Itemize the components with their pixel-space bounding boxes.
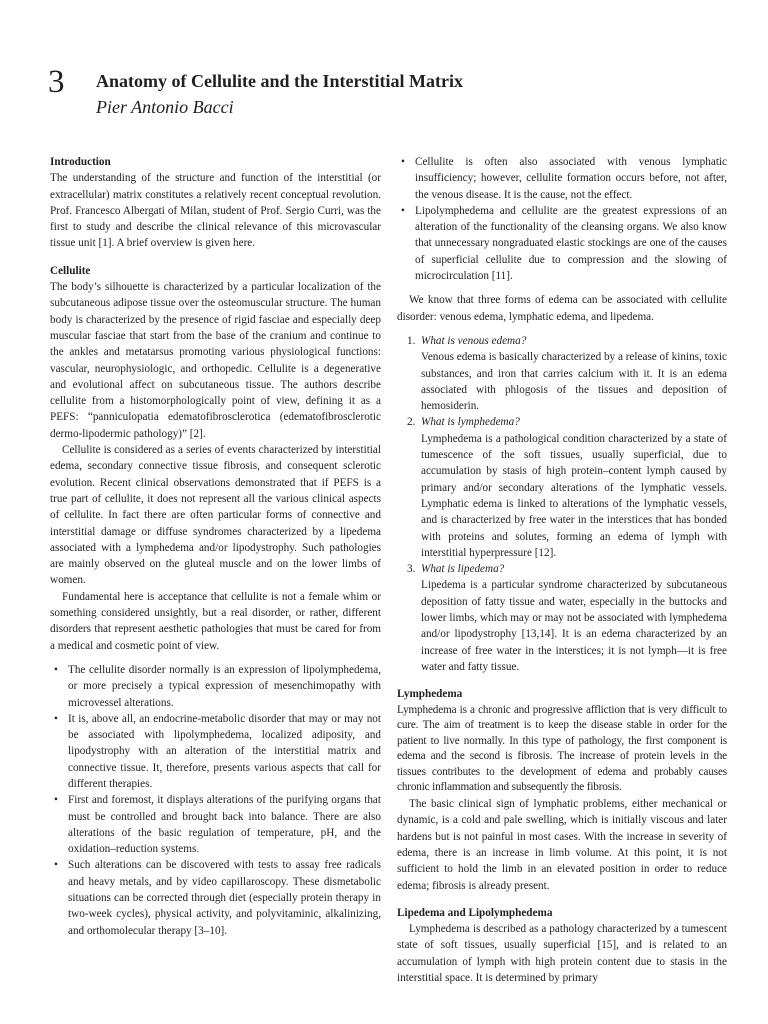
- item-answer: Lipedema is a particular syndrome characterized by subcutaneous deposition of fatty tissue and water, especially in the buttocks and lower limbs, which may or may not be associated with lymphedema and/or lipodystrophy [13,14]. It is an edema characterized by an increase of free water in the interstices; it is not lymph—it is free water and fatty tissue.: [421, 579, 727, 673]
- cellulite-paragraph-3: Fundamental here is acceptance that cellulite is not a female whim or something considered unsightly, but a real disorder, or rather, different disorders that represent aesthetic pathologies that must be cared for from a medical and cosmetic point of view.: [50, 590, 381, 652]
- chapter-author: Pier Antonio Bacci: [96, 97, 234, 117]
- bullet-item: • Lipolymphedema and cellulite are the greatest expressions of an alteration of the functionality of the cleansing organs. We also know that unnecessary nongraduated elastic stockings are one of the causes of superficial cellulite due to compression and the slowing of microcirculation [11].: [397, 203, 727, 284]
- cellulite-paragraph-1: The body’s silhouette is characterized by a particular localization of the subcutaneous adipose tissue over the osteomuscular structure. The human body is characterized by the presence of rigid fasciae and especially deep muscular fasciae that start from the base of the cranium and continue to the ankles and metatarsus promoting various physiological functions: vascular, neurophysiologic, and orthopedic. Cellulite is a degenerative and evolutional affect on subcutaneous tissue. The authors describe cellulite from a histomorphologically point of view, defining it as a PEFS: “panniculopatia edematofibrosclerotica (edematofibrosclerotic dermo-lipodermic pathology)” [2].: [50, 281, 381, 440]
- cellulite-heading: Cellulite: [50, 264, 91, 277]
- item-answer: Venous edema is basically characterized by a release of kinins, toxic substances, and iron that carries calcium with it. It is an edema associated with phlogosis of the tissues and deposition of hemosiderin.: [421, 351, 727, 413]
- left-column: [50, 154, 381, 939]
- bullet-item: • Such alterations can be discovered with tests to assay free radicals and heavy metals, and by video capillaroscopy. These dismetabolic situations can be corrected through diet (especially protein therapy in two-week cycles), physical activity, and polyvitaminic, alkalinizing, and orthomolecular therapy [3–10].: [50, 857, 381, 938]
- edema-numbered-list: [397, 333, 727, 675]
- right-bullet-list: [397, 154, 727, 284]
- cellulite-bullet-list: [50, 662, 381, 939]
- item-number: 3.: [407, 563, 416, 576]
- right-column: [397, 154, 727, 986]
- edema-intro-paragraph: We know that three forms of edema can be associated with cellulite disorder: venous edema, lymphatic edema, and lipedema.: [397, 294, 727, 323]
- lipedema-paragraph-1: Lymphedema is described as a pathology characterized by a tumescent state of soft tissues, usually superficial [15], and is related to an accumulation of lymph with high protein content due to stasis in the interstitial space. It is determined by primary: [397, 923, 727, 985]
- item-question: What is lymphedema?: [421, 416, 520, 429]
- numbered-item: [397, 561, 727, 675]
- bullet-item: • First and foremost, it displays alterations of the purifying organs that must be controlled and brought back into balance. There are also alterations of the basic regulation of temperature, pH, and the oxidation–reduction systems.: [50, 792, 381, 857]
- bullet-item: • Cellulite is often also associated with venous lymphatic insufficiency; however, cellulite formation occurs before, not after, the venous disease. It is the cause, not the effect.: [397, 154, 727, 203]
- numbered-item: [397, 414, 727, 561]
- chapter-number: 3: [48, 64, 65, 100]
- cellulite-paragraph-2: Cellulite is considered as a series of events characterized by interstitial edema, secondary connective tissue fibrosis, and consequent sclerotic evolution. Recent clinical observations demonstrated that if PEFS is a true part of cellulite, it does not represent all the various clinical aspects of cellulite. In fact there are often particular forms of connective and interstitial damage or diffuse syndromes characterized by a lipedema associated with a lymphedema and/or lipodystrophy. Such pathologies are mainly observed on the gluteal muscle and on the lower limbs of women.: [50, 444, 381, 587]
- bullet-item: • It is, above all, an endocrine-metabolic disorder that may or may not be associated with lipolymphedema, localized adiposity, and lipodystrophy with an alteration of the interstitial matrix and connective tissue. It, therefore, presents various aspects that call for different therapies.: [50, 711, 381, 792]
- introduction-heading: Introduction: [50, 156, 111, 168]
- lymphedema-heading: Lymphedema: [397, 688, 463, 701]
- numbered-item: [397, 333, 727, 414]
- bullet-item: • The cellulite disorder normally is an expression of lipolymphedema, or more precisely a typical expression of mesenchimopathy with microvessel alterations.: [50, 662, 381, 711]
- item-number: 2.: [407, 416, 416, 429]
- item-number: 1.: [407, 334, 416, 347]
- introduction-paragraph: The understanding of the structure and function of the interstitial (or extracellular) matrix constitutes a relatively recent conceptual revolution. Prof. Francesco Albergati of Milan, student of Prof. Sergio Curri, was the first to study and describe the clinical relevance of this microvascular tissue unit [1]. A brief overview is given here.: [50, 172, 381, 250]
- item-question: What is venous edema?: [421, 334, 527, 347]
- lymphedema-paragraph-1: Lymphedema is a chronic and progressive affliction that is very difficult to cure. The aim of treatment is to keep the disease stable in order for the patient to live normally. In this type of pathology, the first component is edema and the second is fibrosis. The increase of protein levels in the tissues contributes to the development of edema and probably causes chronic inflammation and subsequently the fibrosis.: [397, 703, 727, 794]
- lipedema-heading: Lipedema and Lipolymphedema: [397, 906, 553, 919]
- item-answer: Lymphedema is a pathological condition characterized by a state of tumescence of the soft tissues, usually superficial, due to accumulation by stasis of high protein–content lymph caused by primary and/or secondary alterations of the lymphatic vessels. Lymphatic edema is linked to alterations of the lymphatic vessels, and is characterized by free water in the interstices that has bonded with proteins and solutes, forming an edema of lymph with interstitial hyperpressure [12].: [421, 432, 727, 559]
- item-question: What is lipedema?: [421, 563, 505, 576]
- chapter-title: Anatomy of Cellulite and the Interstitial Matrix: [96, 71, 463, 91]
- lymphedema-paragraph-2: The basic clinical sign of lymphatic problems, either mechanical or dynamic, is a cold and pale swelling, which is initially viscous and later hardens but is not painful in most cases. With the increase in severity of edema, there is an increase in limb volume. At this point, it is not sufficient to hold the limb in an elevated position in order to reduce edema; fibrosis is already present.: [397, 798, 727, 892]
